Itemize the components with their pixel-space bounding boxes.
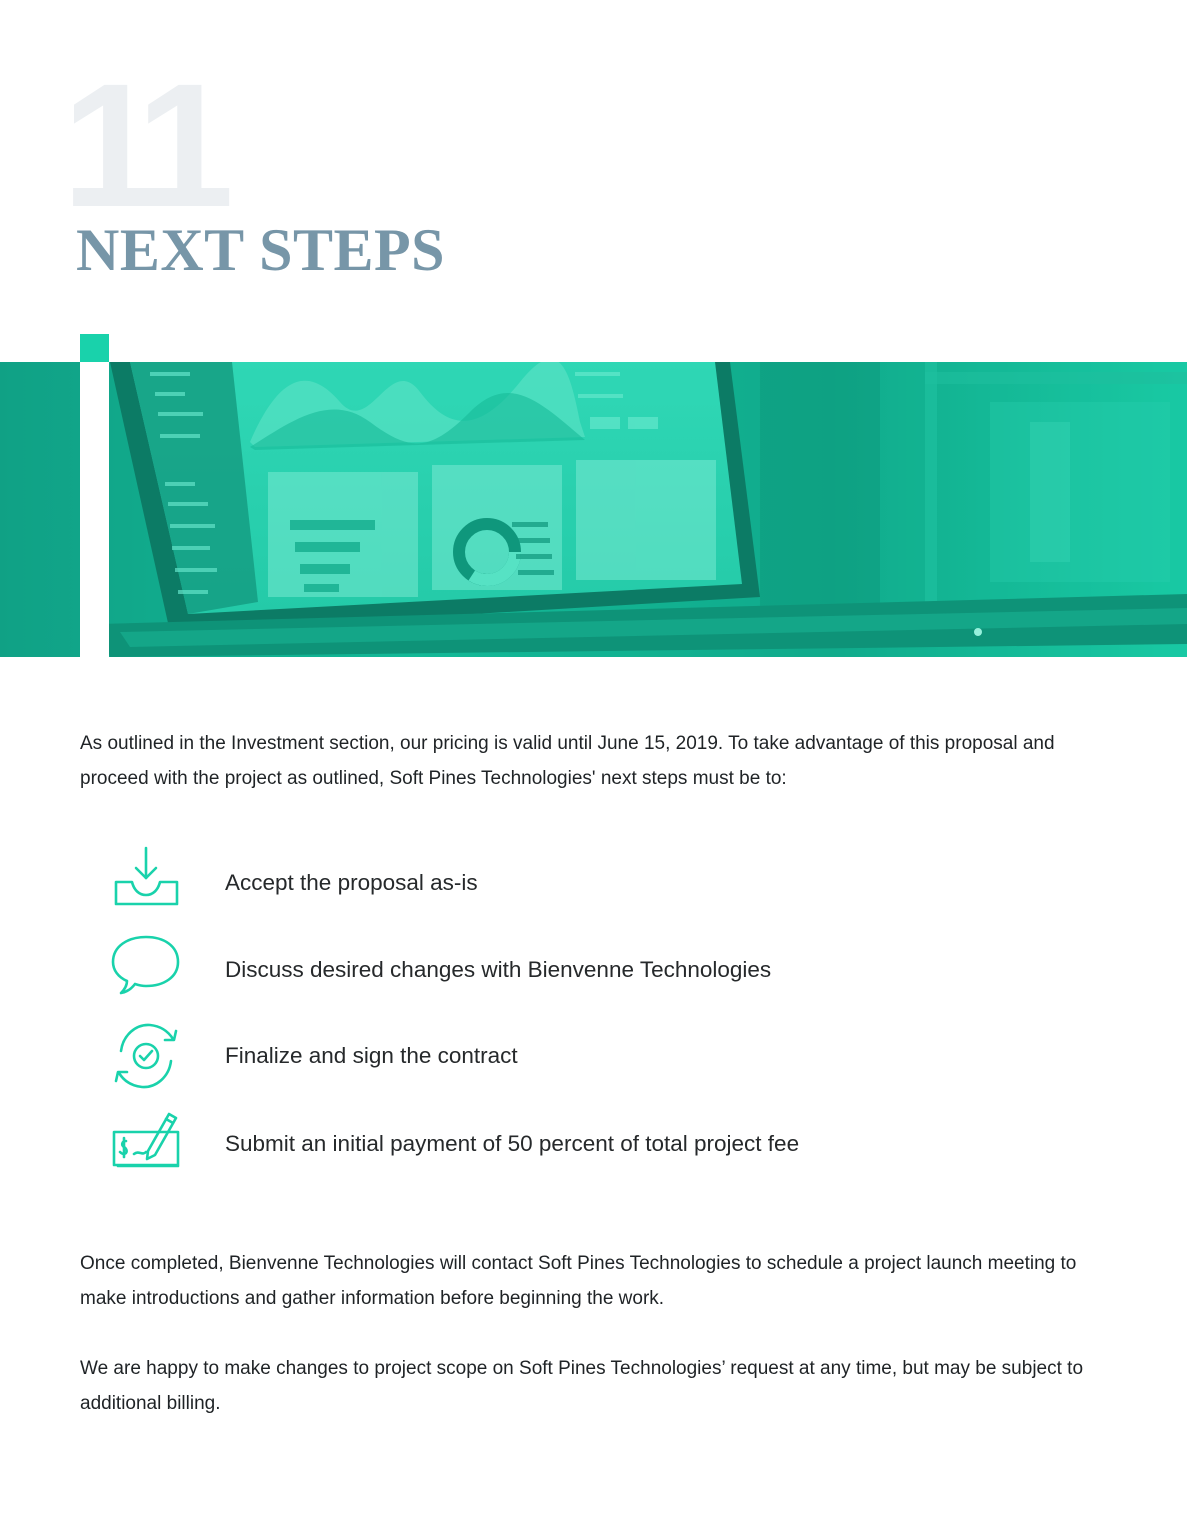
step-label: Submit an initial payment of 50 percent of total project fee xyxy=(225,1131,800,1156)
check-pen-payment-icon xyxy=(108,1106,184,1182)
step-payment xyxy=(108,1106,1008,1182)
accent-square xyxy=(80,334,109,363)
step-discuss xyxy=(108,932,1008,1008)
banner-divider xyxy=(80,362,109,657)
speech-bubble-icon xyxy=(108,932,184,1008)
step-label: Discuss desired changes with Bienvenne Technologies xyxy=(225,957,772,982)
refresh-check-icon xyxy=(108,1018,184,1094)
section-number: 11 xyxy=(62,48,221,244)
closing-paragraph-2: We are happy to make changes to project scope on Soft Pines Technologies’ request at any time, but may be subject to additional billing. xyxy=(80,1358,1084,1414)
section-title: NEXT STEPS xyxy=(76,217,446,283)
inbox-download-icon xyxy=(108,845,184,921)
step-label: Finalize and sign the contract xyxy=(225,1043,518,1068)
intro-paragraph: As outlined in the Investment section, our pricing is valid until June 15, 2019. To take advantage of this proposal and proceed with the project as outlined, Soft Pines Technologies' next steps must be to: xyxy=(80,733,1055,789)
step-accept xyxy=(108,845,1008,921)
banner-image xyxy=(0,362,1187,657)
step-finalize xyxy=(108,1018,1008,1094)
step-label: Accept the proposal as-is xyxy=(225,870,478,895)
closing-paragraph-1: Once completed, Bienvenne Technologies will contact Soft Pines Technologies to schedule a project launch meeting to make introductions and gather information before beginning the work. xyxy=(80,1253,1077,1309)
